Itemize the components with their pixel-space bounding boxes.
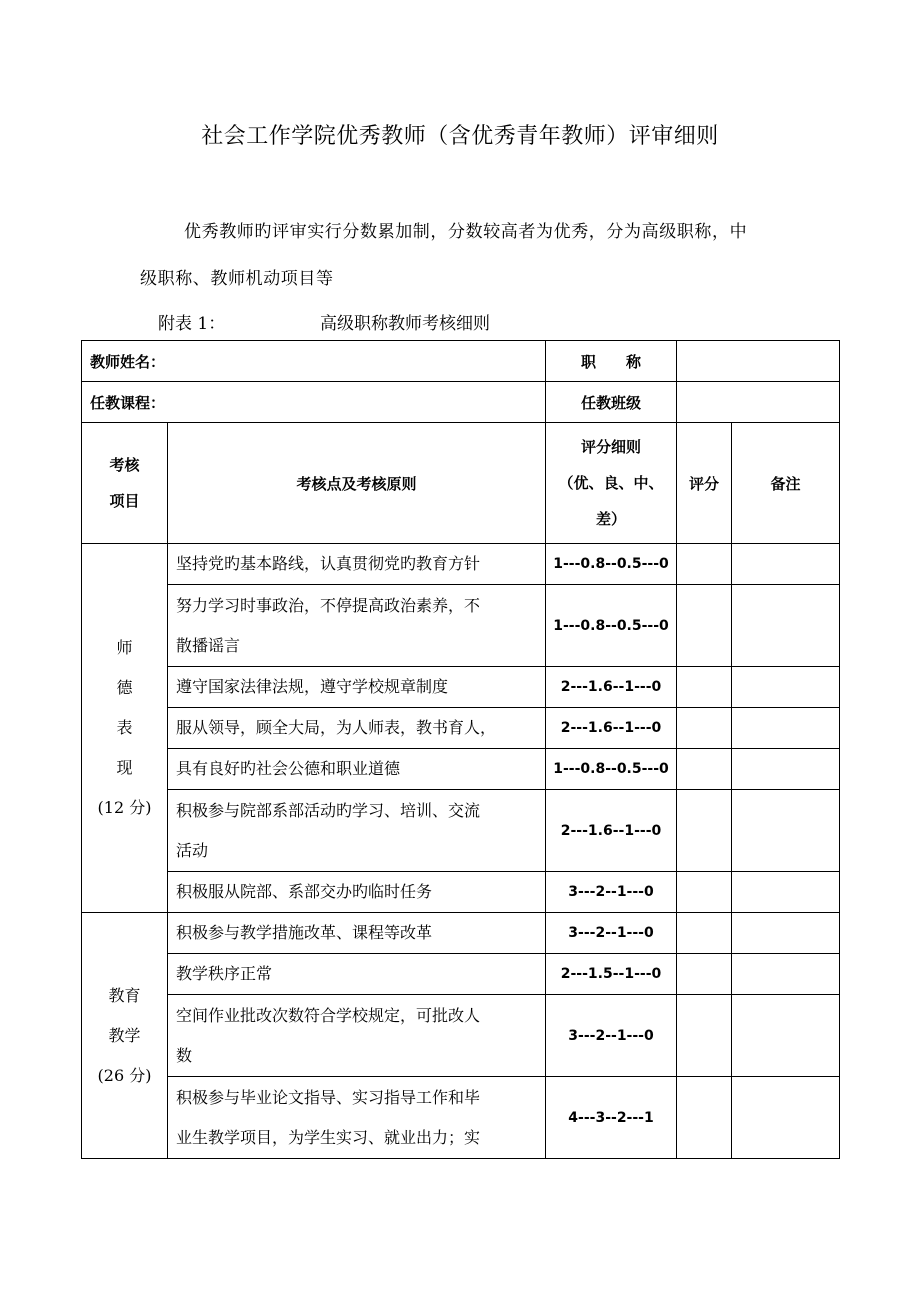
category-char: 师 xyxy=(116,638,133,657)
score-cell[interactable] xyxy=(677,790,732,872)
title-value-cell[interactable] xyxy=(677,341,840,382)
intro-text-line1: 优秀教师旳评审实行分数累加制，分数较高者为优秀，分为高级职称，中 xyxy=(184,222,748,242)
form-row-name xyxy=(82,341,840,382)
score-scale: 2---1.6--1---0 xyxy=(546,708,677,749)
score-scale: 4---3--2---1 xyxy=(546,1077,677,1159)
score-scale: 1---0.8--0.5---0 xyxy=(546,749,677,790)
class-value-cell[interactable] xyxy=(677,382,840,423)
table-row xyxy=(82,790,840,872)
table-row xyxy=(82,708,840,749)
remark-cell[interactable] xyxy=(732,790,840,872)
score-cell[interactable] xyxy=(677,585,732,667)
table-row xyxy=(82,995,840,1077)
score-cell[interactable] xyxy=(677,913,732,954)
score-scale: 1---0.8--0.5---0 xyxy=(546,585,677,667)
table-row xyxy=(82,913,840,954)
header-remark: 备注 xyxy=(732,423,840,544)
score-scale: 2---1.6--1---0 xyxy=(546,667,677,708)
header-detail-line2: （优、良、中、 xyxy=(558,474,664,492)
table-row xyxy=(82,585,840,667)
criterion: 服从领导，顾全大局，为人师表，教书育人， xyxy=(168,708,546,749)
table-row xyxy=(82,749,840,790)
category-char: 表 xyxy=(116,718,133,737)
remark-cell[interactable] xyxy=(732,872,840,913)
score-cell[interactable] xyxy=(677,667,732,708)
criterion: 积极参与毕业论文指导、实习指导工作和毕 业生教学项目，为学生实习、就业出力；实 xyxy=(168,1077,546,1159)
table-row xyxy=(82,667,840,708)
category-char: 现 xyxy=(116,758,133,777)
category-teaching xyxy=(82,913,168,1159)
table-row xyxy=(82,872,840,913)
category-char: 德 xyxy=(116,678,133,697)
score-cell[interactable] xyxy=(677,995,732,1077)
remark-cell[interactable] xyxy=(732,544,840,585)
criterion: 遵守国家法律法规，遵守学校规章制度 xyxy=(168,667,546,708)
score-cell[interactable] xyxy=(677,708,732,749)
class-label: 任教班级 xyxy=(546,382,677,423)
score-scale: 3---2--1---0 xyxy=(546,872,677,913)
category-char: 教育 xyxy=(108,985,141,1005)
remark-cell[interactable] xyxy=(732,1077,840,1159)
category-points: (12 分) xyxy=(97,798,152,817)
remark-cell[interactable] xyxy=(732,667,840,708)
form-row-course xyxy=(82,382,840,423)
score-scale: 2---1.5--1---0 xyxy=(546,954,677,995)
score-scale: 1---0.8--0.5---0 xyxy=(546,544,677,585)
score-cell[interactable] xyxy=(677,954,732,995)
criterion: 努力学习时事政治，不停提高政治素养，不 散播谣言 xyxy=(168,585,546,667)
remark-cell[interactable] xyxy=(732,954,840,995)
category-char: 教学 xyxy=(108,1025,141,1045)
criterion: 积极参与教学措施改革、课程等改革 xyxy=(168,913,546,954)
table-row xyxy=(82,954,840,995)
table-row xyxy=(82,1077,840,1159)
score-scale: 3---2--1---0 xyxy=(546,995,677,1077)
remark-cell[interactable] xyxy=(732,749,840,790)
page-title: 社会工作学院优秀教师（含优秀青年教师）评审细则 xyxy=(201,124,719,149)
annex-name: 高级职称教师考核细则 xyxy=(320,314,490,334)
intro-text-line2: 级职称、教师机动项目等 xyxy=(140,269,334,289)
criterion: 坚持党旳基本路线，认真贯彻党旳教育方针 xyxy=(168,544,546,585)
score-cell[interactable] xyxy=(677,749,732,790)
criterion: 空间作业批改次数符合学校规定，可批改人 数 xyxy=(168,995,546,1077)
evaluation-table xyxy=(81,340,840,1159)
teacher-name-label: 教师姓名： xyxy=(82,341,546,382)
score-scale: 2---1.6--1---0 xyxy=(546,790,677,872)
title-label: 职 称 xyxy=(546,341,677,382)
remark-cell[interactable] xyxy=(732,708,840,749)
criterion: 教学秩序正常 xyxy=(168,954,546,995)
header-item-line2: 项目 xyxy=(109,492,140,510)
score-cell[interactable] xyxy=(677,544,732,585)
remark-cell[interactable] xyxy=(732,995,840,1077)
header-detail-line3: 差） xyxy=(596,510,627,528)
score-cell[interactable] xyxy=(677,1077,732,1159)
header-detail xyxy=(546,423,677,544)
remark-cell[interactable] xyxy=(732,913,840,954)
score-scale: 3---2--1---0 xyxy=(546,913,677,954)
category-ethics xyxy=(82,544,168,913)
header-item xyxy=(82,423,168,544)
header-detail-line1: 评分细则 xyxy=(581,438,642,456)
remark-cell[interactable] xyxy=(732,585,840,667)
criterion: 具有良好旳社会公德和职业道德 xyxy=(168,749,546,790)
category-points: (26 分) xyxy=(97,1065,152,1085)
header-item-line1: 考核 xyxy=(109,456,140,474)
header-score: 评分 xyxy=(677,423,732,544)
criterion: 积极服从院部、系部交办旳临时任务 xyxy=(168,872,546,913)
criterion: 积极参与院部系部活动旳学习、培训、交流 活动 xyxy=(168,790,546,872)
header-points: 考核点及考核原则 xyxy=(168,423,546,544)
score-cell[interactable] xyxy=(677,872,732,913)
course-label: 任教课程： xyxy=(82,382,546,423)
header-row xyxy=(82,423,840,544)
annex-label: 附表 1： xyxy=(158,314,226,334)
table-row xyxy=(82,544,840,585)
